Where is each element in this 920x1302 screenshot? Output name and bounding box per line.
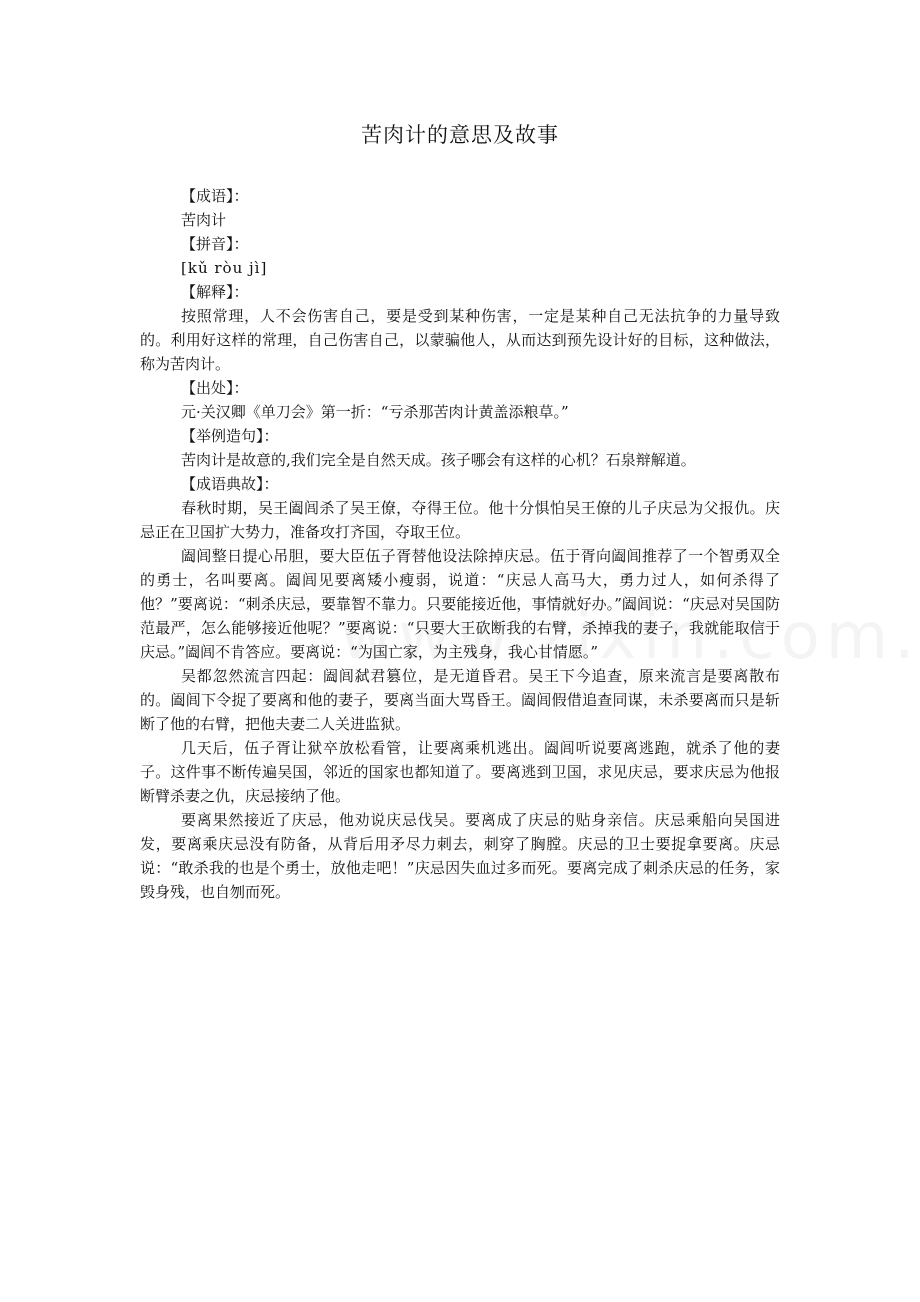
source-text: 元·关汉卿《单刀会》第一折：“亏杀那苦肉计黄盖添粮草。”: [181, 403, 569, 421]
example-text: 苦肉计是故意的,我们完全是自然天成。孩子哪会有这样的心机？石泉辩解道。: [181, 451, 696, 469]
explain-label: 【解释】：: [181, 283, 249, 301]
document-title: 苦肉计的意思及故事: [361, 123, 559, 147]
document-body: [140, 184, 780, 904]
story-paragraph-2: 阖闾整日提心吊胆，要大臣伍子胥替他设法除掉庆忌。伍于胥向阖闾推荐了一个智勇双全的勇士，名叫要离。阖闾见要离矮小瘦弱，说道：“庆忌人高马大，勇力过人，如何杀得了他？”要离说：“刺杀庆忌，要靠智不靠力。只要能接近他，事情就好办。”阖闾说：“庆忌对吴国防范最严，怎么能够接近他呢？”要离说：“只要大王砍断我的右臂，杀掉我的妻子，我就能取信于庆忌。”阖闾不肯答应。要离说：“为国亡家，为主残身，我心甘情愿。”: [140, 547, 780, 661]
explain-text: 按照常理，人不会伤害自己，要是受到某种伤害，一定是某种自己无法抗争的力量导致的。利用好这样的常理，自己伤害自己，以蒙骗他人，从而达到预先设计好的目标，这种做法，称为苦肉计。: [140, 307, 780, 373]
source-label: 【出处】：: [181, 379, 249, 397]
story-paragraph-4: 几天后，伍子胥让狱卒放松看管，让要离乘机逃出。阖闾听说要离逃跑，就杀了他的妻子。这件事不断传遍吴国，邻近的国家也都知道了。要离逃到卫国，求见庆忌，要求庆忌为他报断臂杀妻之仇，庆忌接纳了他。: [140, 739, 780, 805]
pinyin-label: 【拼音】：: [181, 235, 249, 253]
pinyin-text: [kǔ ròu jì]: [181, 259, 268, 277]
story-paragraph-1: 春秋时期，吴王阖闾杀了吴王僚，夺得王位。他十分惧怕吴王僚的儿子庆忌为父报仇。庆忌正在卫国扩大势力，准备攻打齐国，夺取王位。: [140, 499, 780, 541]
idiom-text: 苦肉计: [181, 211, 227, 229]
example-label: 【举例造句】：: [181, 427, 279, 445]
story-paragraph-3: 吴都忽然流言四起：阖闾弑君篡位，是无道昏君。吴王下今追查，原来流言是要离散布的。阖闾下令捉了要离和他的妻子，要离当面大骂昏王。阖闾假借追查同谋，未杀要离而只是斩断了他的右臂，把他夫妻二人关进监狱。: [140, 667, 780, 733]
idiom-label: 【成语】：: [181, 187, 249, 205]
story-paragraph-5: 要离果然接近了庆忌，他劝说庆忌伐吴。要离成了庆忌的贴身亲信。庆忌乘船向吴国进发，要离乘庆忌没有防备，从背后用矛尽力刺去，刺穿了胸膛。庆忌的卫士要捉拿要离。庆忌说：“敢杀我的也是个勇士，放他走吧！”庆忌因失血过多而死。要离完成了刺杀庆忌的任务，家毁身残，也自刎而死。: [140, 811, 780, 901]
story-label: 【成语典故】：: [181, 475, 279, 493]
